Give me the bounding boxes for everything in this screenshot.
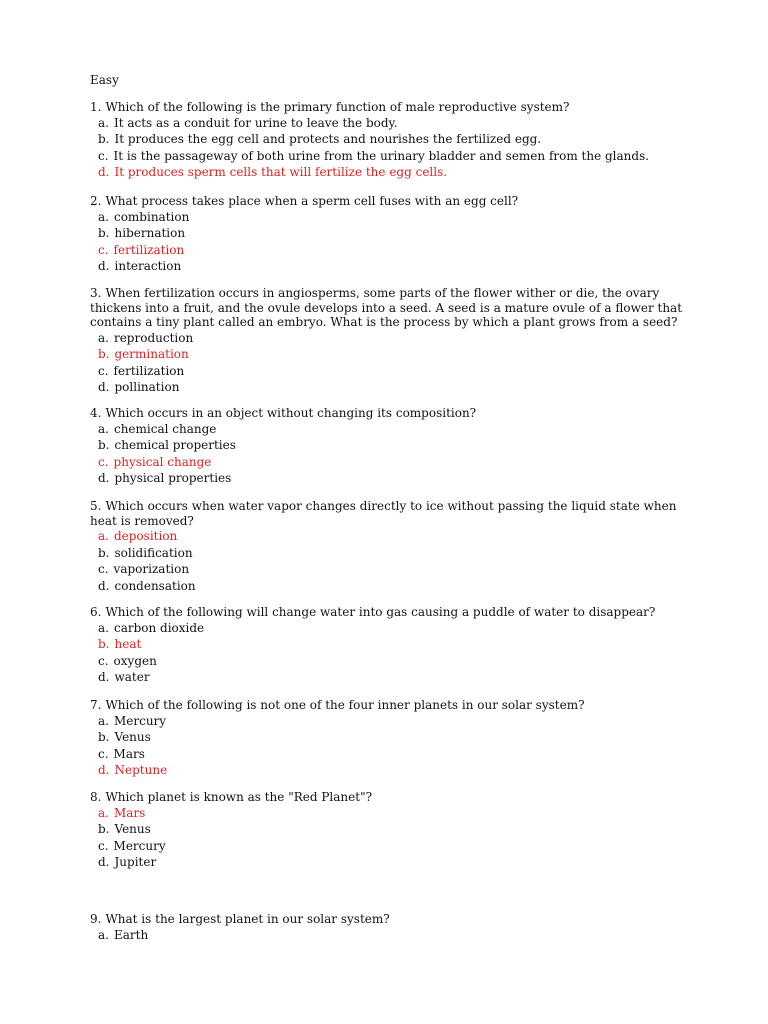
option-text: Mercury	[113, 713, 167, 728]
answer-options	[90, 620, 690, 686]
question-item	[90, 286, 690, 396]
answer-option	[90, 821, 690, 838]
question-text	[90, 912, 690, 927]
question-text	[90, 100, 690, 115]
option-text: carbon dioxide	[113, 620, 205, 635]
option-letter: d.	[98, 670, 110, 684]
option-text: physical change	[113, 454, 212, 469]
question-prompt: When fertilization occurs in angiosperms, some parts of the flower wither or die, the ovary thickens into a fruit, and the ovule develops into a seed. A seed is a mature ovule of a flower that contains a tiny plant called an embryo. What is the process by which a plant grows from a seed?	[90, 286, 683, 329]
answer-option	[90, 746, 690, 763]
question-prompt: What is the largest planet in our solar system?	[105, 912, 390, 926]
question-text	[90, 194, 690, 209]
question-number: 6.	[90, 605, 102, 619]
answer-option	[90, 225, 690, 242]
answer-options	[90, 209, 690, 275]
question-number: 2.	[90, 194, 102, 208]
option-letter: b.	[98, 347, 110, 361]
option-letter: c.	[98, 363, 109, 378]
option-text: Venus	[114, 822, 151, 836]
option-text: Mars	[113, 805, 146, 820]
option-letter: b.	[98, 822, 110, 836]
answer-options	[90, 713, 690, 779]
option-letter: a.	[98, 713, 109, 728]
question-prompt: Which of the following is not one of the four inner planets in our solar system?	[105, 698, 585, 712]
option-letter: b.	[98, 226, 110, 240]
question-item	[90, 499, 690, 594]
option-letter: a.	[98, 805, 109, 820]
answer-option	[90, 437, 690, 454]
option-text: water	[114, 670, 150, 684]
question-number: 4.	[90, 406, 102, 420]
question-item	[90, 790, 690, 871]
option-text: Mercury	[113, 838, 166, 853]
option-text: Neptune	[114, 763, 168, 777]
correct-answer-option	[90, 805, 690, 822]
option-letter: c.	[98, 653, 109, 668]
option-text: chemical change	[113, 421, 217, 436]
option-letter: d.	[98, 763, 110, 777]
section-heading: Easy	[90, 73, 119, 87]
correct-answer-option	[90, 528, 690, 545]
option-text: fertilization	[113, 242, 185, 257]
question-prompt: Which of the following is the primary function of male reproductive system?	[105, 100, 570, 114]
option-letter: c.	[98, 562, 109, 576]
option-text: solidification	[114, 545, 193, 560]
correct-answer-option	[90, 454, 690, 471]
option-text: Venus	[114, 730, 151, 744]
answer-option	[90, 258, 690, 275]
option-letter: b.	[98, 438, 110, 452]
answer-option	[90, 330, 690, 347]
answer-options	[90, 927, 690, 944]
answer-option	[90, 854, 690, 871]
option-text: pollination	[114, 380, 180, 394]
answer-options	[90, 805, 690, 871]
option-text: It is the passageway of both urine from the urinary bladder and semen from the glands.	[113, 148, 650, 163]
answer-option	[90, 115, 690, 132]
answer-option	[90, 838, 690, 855]
option-text: It produces the egg cell and protects and nourishes the fertilized egg.	[114, 132, 542, 146]
answer-option	[90, 379, 690, 396]
option-letter: d.	[98, 259, 110, 273]
question-text	[90, 698, 690, 713]
option-text: oxygen	[113, 653, 157, 668]
option-letter: b.	[98, 545, 110, 560]
answer-option	[90, 578, 690, 595]
answer-option	[90, 927, 690, 944]
answer-option	[90, 545, 690, 562]
option-text: hibernation	[114, 226, 186, 240]
question-text	[90, 790, 690, 805]
option-text: It acts as a conduit for urine to leave the body.	[113, 115, 398, 130]
option-text: It produces sperm cells that will fertilize the egg cells.	[114, 165, 448, 179]
answer-options	[90, 528, 690, 594]
option-letter: c.	[98, 242, 109, 257]
option-letter: d.	[98, 855, 110, 869]
option-letter: c.	[98, 148, 109, 163]
question-item	[90, 698, 690, 779]
answer-option	[90, 470, 690, 487]
option-letter: a.	[98, 421, 109, 436]
option-letter: a.	[98, 620, 109, 635]
option-letter: d.	[98, 380, 110, 394]
option-text: germination	[114, 347, 189, 361]
question-number: 9.	[90, 912, 102, 926]
question-number: 1.	[90, 100, 102, 114]
answer-options	[90, 330, 690, 396]
answer-option	[90, 669, 690, 686]
question-item	[90, 605, 690, 686]
option-text: fertilization	[113, 363, 185, 378]
answer-option	[90, 209, 690, 226]
option-letter: c.	[98, 746, 109, 761]
question-number: 7.	[90, 698, 102, 712]
question-prompt: Which occurs when water vapor changes directly to ice without passing the liquid state when heat is removed?	[90, 499, 677, 528]
answer-option	[90, 421, 690, 438]
option-text: Earth	[113, 927, 149, 942]
question-number: 3.	[90, 286, 102, 300]
question-text	[90, 286, 690, 330]
answer-option	[90, 148, 690, 165]
option-letter: d.	[98, 165, 110, 179]
answer-option	[90, 363, 690, 380]
option-text: combination	[113, 209, 190, 224]
option-letter: b.	[98, 132, 110, 146]
option-letter: a.	[98, 209, 109, 224]
question-item	[90, 912, 690, 943]
option-letter: d.	[98, 578, 110, 593]
option-letter: c.	[98, 454, 109, 469]
correct-answer-option	[90, 346, 690, 363]
question-item	[90, 100, 690, 181]
correct-answer-option	[90, 762, 690, 779]
answer-option	[90, 131, 690, 148]
answer-option	[90, 729, 690, 746]
option-text: vaporization	[113, 562, 190, 576]
question-number: 5.	[90, 499, 102, 513]
answer-option	[90, 561, 690, 578]
question-prompt: Which of the following will change water into gas causing a puddle of water to disappear?	[105, 605, 656, 619]
correct-answer-option	[90, 164, 690, 181]
option-letter: a.	[98, 529, 109, 543]
answer-options	[90, 421, 690, 487]
option-letter: b.	[98, 730, 110, 744]
correct-answer-option	[90, 242, 690, 259]
option-text: condensation	[114, 578, 196, 593]
option-text: chemical properties	[114, 438, 236, 452]
option-text: deposition	[113, 529, 178, 543]
question-prompt: Which occurs in an object without changing its composition?	[105, 406, 477, 420]
option-letter: c.	[98, 838, 109, 853]
option-letter: a.	[98, 115, 109, 130]
option-text: reproduction	[113, 330, 194, 345]
question-prompt: Which planet is known as the "Red Planet"?	[105, 790, 373, 804]
question-text	[90, 499, 690, 528]
option-letter: a.	[98, 927, 109, 942]
question-number: 8.	[90, 790, 102, 804]
question-item	[90, 194, 690, 275]
question-item	[90, 406, 690, 487]
question-prompt: What process takes place when a sperm cell fuses with an egg cell?	[105, 194, 519, 208]
option-text: interaction	[114, 259, 182, 273]
option-text: heat	[114, 637, 142, 651]
option-text: Mars	[113, 746, 145, 761]
option-letter: a.	[98, 330, 109, 345]
question-text	[90, 605, 690, 620]
option-letter: b.	[98, 637, 110, 651]
answer-option	[90, 713, 690, 730]
question-text	[90, 406, 690, 421]
answer-options	[90, 115, 690, 181]
correct-answer-option	[90, 636, 690, 653]
option-text: physical properties	[114, 471, 232, 485]
answer-option	[90, 620, 690, 637]
option-letter: d.	[98, 471, 110, 485]
answer-option	[90, 653, 690, 670]
option-text: Jupiter	[114, 855, 157, 869]
